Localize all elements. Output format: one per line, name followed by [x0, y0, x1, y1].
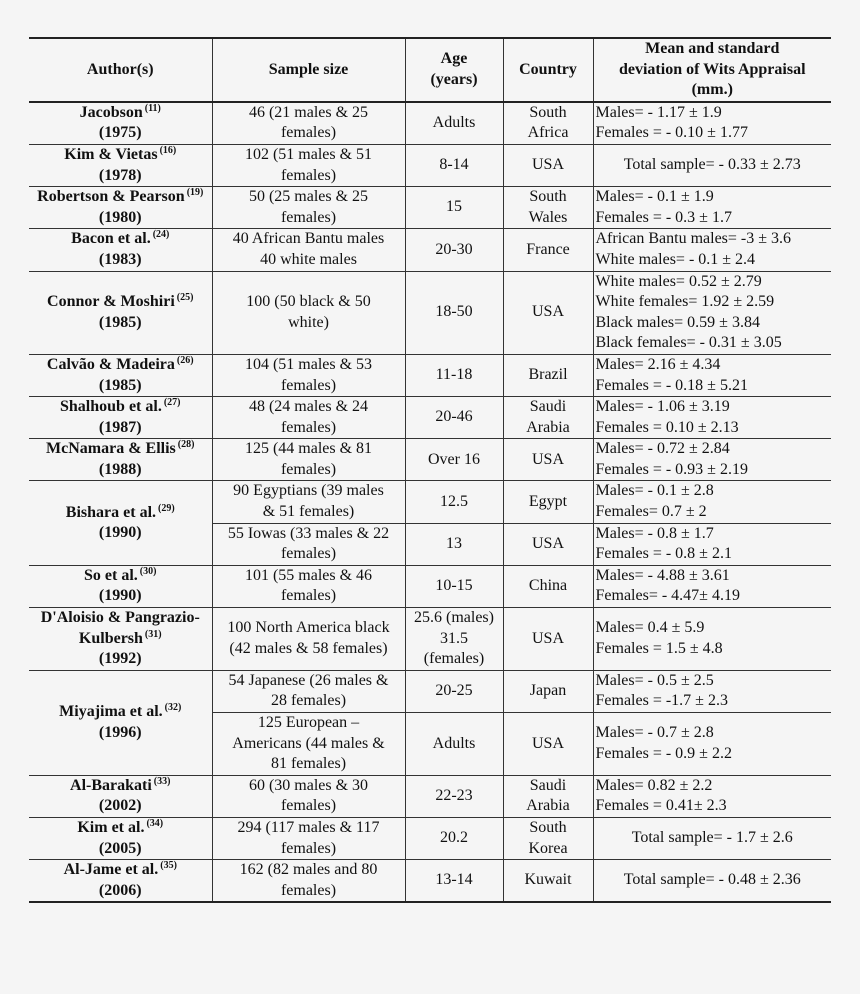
- country-cell: [503, 229, 593, 271]
- wits-value-cell-line: White females= 1.92 ± 2.59: [595, 293, 775, 311]
- sample-size-cell-line: females): [280, 208, 337, 226]
- study-year: (1990): [98, 587, 142, 605]
- wits-value-cell-line: Females = 0.10 ± 2.13: [595, 418, 739, 436]
- wits-value-cell: [593, 565, 831, 607]
- wits-value-cell: [593, 397, 831, 439]
- author-name: Calvão & Madeira: [46, 355, 175, 373]
- age-cell: [405, 102, 503, 145]
- study-year: (2006): [98, 881, 142, 899]
- country-cell: [503, 187, 593, 229]
- sample-size-cell-line: 40 African Bantu males: [232, 230, 385, 248]
- header-author: Author(s): [29, 38, 212, 102]
- age-cell-line: Over 16: [428, 450, 480, 468]
- wits-value-cell: [593, 817, 831, 859]
- country-cell: [503, 775, 593, 817]
- wits-value-cell: [593, 187, 831, 229]
- sample-size-cell-line: females): [280, 124, 337, 142]
- sample-size-cell-line: 90 Egyptians (39 males: [233, 482, 384, 500]
- country-cell-line: Egypt: [528, 492, 568, 510]
- wits-value-cell-line: Females= - 4.47± 4.19: [595, 587, 740, 605]
- table-row: [29, 102, 831, 145]
- country-cell-line: Brazil: [528, 366, 568, 384]
- author-name: Kulbersh: [78, 629, 143, 647]
- author-name: Shalhoub et al.: [60, 398, 162, 416]
- author-cell: [29, 608, 212, 671]
- reference-number: (27): [163, 397, 181, 409]
- wits-value-cell: [593, 523, 831, 565]
- country-cell-line: South: [529, 188, 567, 206]
- country-cell-line: France: [526, 240, 570, 258]
- wits-value-cell-line: Total sample= - 0.33 ± 2.73: [623, 156, 801, 174]
- age-cell-line: 20.2: [440, 829, 468, 847]
- table-row: [29, 670, 831, 712]
- sample-size-cell-line: & 51 females): [262, 503, 355, 521]
- author-cell: [29, 229, 212, 271]
- sample-size-cell: [212, 670, 405, 712]
- study-year: (1988): [98, 460, 142, 478]
- country-cell-line: USA: [531, 734, 564, 752]
- sample-size-cell-line: 101 (55 males & 46: [244, 566, 373, 584]
- study-year: (1975): [98, 124, 142, 142]
- country-cell: [503, 271, 593, 354]
- table-row: [29, 860, 831, 903]
- sample-size-cell-line: white): [288, 313, 329, 331]
- reference-number: (24): [152, 229, 170, 241]
- wits-value-cell-line: Total sample= - 0.48 ± 2.36: [623, 871, 801, 889]
- sample-size-cell-line: 125 European –: [257, 714, 360, 731]
- study-year: (1980): [98, 208, 142, 226]
- table-row: [29, 608, 831, 671]
- author-cell: [29, 481, 212, 565]
- wits-value-cell-line: Males= - 0.1 ± 1.9: [595, 188, 714, 206]
- sample-size-cell-line: 162 (82 males and 80: [239, 861, 378, 879]
- age-cell: [405, 523, 503, 565]
- author-name: Kim & Vietas: [64, 145, 158, 163]
- age-cell: [405, 354, 503, 396]
- author-cell: [29, 144, 212, 186]
- sample-size-cell-line: females): [280, 376, 337, 394]
- sample-size-cell: [212, 565, 405, 607]
- age-cell: [405, 860, 503, 903]
- sample-size-cell: [212, 608, 405, 671]
- sample-size-cell: [212, 397, 405, 439]
- author-cell: [29, 187, 212, 229]
- country-cell-line: USA: [531, 303, 564, 321]
- age-cell-line: (females): [423, 650, 485, 668]
- age-cell-line: 25.6 (males): [414, 609, 494, 627]
- sample-size-cell: [212, 354, 405, 396]
- wits-value-cell-line: Females = - 0.18 ± 5.21: [595, 376, 748, 394]
- sample-size-cell-line: females): [280, 418, 337, 436]
- age-cell-line: 10-15: [435, 577, 473, 595]
- header-country: Country: [503, 38, 593, 102]
- age-cell-line: 31.5: [440, 629, 468, 647]
- age-cell-line: 20-30: [435, 240, 473, 258]
- study-year: (2002): [98, 797, 142, 815]
- age-cell: [405, 229, 503, 271]
- author-name: Miyajima et al.: [59, 703, 163, 721]
- sample-size-cell-line: females): [280, 797, 337, 815]
- study-year: (1983): [98, 250, 142, 268]
- sample-size-cell: [212, 144, 405, 186]
- wits-value-cell-line: Total sample= - 1.7 ± 2.6: [631, 829, 793, 847]
- sample-size-cell: [212, 439, 405, 481]
- wits-value-cell-line: Black females= - 0.31 ± 3.05: [595, 334, 782, 352]
- country-cell-line: Arabia: [526, 797, 570, 815]
- reference-number: (26): [176, 354, 194, 366]
- study-year: (1996): [98, 723, 142, 741]
- author-name: Al-Jame et al.: [63, 861, 159, 879]
- table-row: [29, 229, 831, 271]
- wits-value-cell-line: African Bantu males= -3 ± 3.6: [595, 230, 792, 248]
- wits-value-cell-line: Males= 0.4 ± 5.9: [595, 619, 705, 637]
- table-row: [29, 397, 831, 439]
- sample-size-cell: [212, 102, 405, 145]
- sample-size-cell-line: 125 (44 males & 81: [244, 440, 373, 458]
- age-cell: [405, 439, 503, 481]
- country-cell-line: Saudi: [529, 776, 567, 794]
- wits-value-cell: [593, 670, 831, 712]
- wits-value-cell-line: Females = - 0.3 ± 1.7: [595, 208, 732, 226]
- wits-value-cell: [593, 481, 831, 523]
- country-cell-line: South: [529, 103, 567, 121]
- wits-value-cell: [593, 775, 831, 817]
- table-row: [29, 271, 831, 354]
- sample-size-cell-line: 46 (21 males & 25: [248, 103, 369, 121]
- country-cell-line: Kuwait: [524, 871, 572, 889]
- age-cell: [405, 144, 503, 186]
- sample-size-cell-line: females): [280, 587, 337, 605]
- author-name: Jacobson: [79, 103, 143, 121]
- reference-number: (33): [153, 775, 171, 787]
- country-cell: [503, 523, 593, 565]
- sample-size-cell-line: females): [280, 839, 337, 857]
- wits-appraisal-table: [29, 37, 831, 903]
- wits-value-cell-line: White males= 0.52 ± 2.79: [595, 272, 762, 290]
- study-year: (1990): [98, 524, 142, 542]
- wits-value-cell-line: Males= 0.82 ± 2.2: [595, 776, 713, 794]
- sample-size-cell-line: 48 (24 males & 24: [248, 398, 369, 416]
- study-year: (1987): [98, 418, 142, 436]
- age-cell: [405, 608, 503, 671]
- country-cell: [503, 670, 593, 712]
- study-year: (2005): [98, 839, 142, 857]
- country-cell-line: USA: [531, 156, 564, 174]
- sample-size-cell-line: females): [280, 166, 337, 184]
- wits-value-cell: [593, 860, 831, 903]
- country-cell-line: USA: [531, 629, 564, 647]
- wits-value-cell: [593, 439, 831, 481]
- sample-size-cell: [212, 713, 405, 776]
- sample-size-cell-line: (42 males & 58 females): [229, 639, 388, 657]
- wits-value-cell-line: Females = 1.5 ± 4.8: [595, 639, 723, 657]
- age-cell-line: 18-50: [435, 303, 473, 321]
- age-cell-line: 8-14: [439, 156, 469, 174]
- author-name: So et al.: [84, 566, 138, 584]
- wits-value-cell-line: Males= - 0.5 ± 2.5: [595, 671, 714, 689]
- country-cell: [503, 144, 593, 186]
- country-cell-line: USA: [531, 534, 564, 552]
- author-cell: [29, 354, 212, 396]
- author-name: Kim et al.: [77, 818, 145, 836]
- sample-size-cell: [212, 229, 405, 271]
- study-year: (1978): [98, 166, 142, 184]
- country-cell-line: South: [529, 818, 567, 836]
- country-cell: [503, 713, 593, 776]
- header-age: Age (years): [405, 38, 503, 102]
- sample-size-cell: [212, 271, 405, 354]
- study-year: (1985): [98, 313, 142, 331]
- sample-size-cell-line: females): [280, 881, 337, 899]
- age-cell-line: 11-18: [435, 366, 473, 384]
- age-cell-line: 20-25: [435, 682, 473, 700]
- country-cell: [503, 439, 593, 481]
- sample-size-cell-line: 81 females): [270, 755, 347, 773]
- age-cell-line: Adults: [432, 114, 476, 132]
- wits-value-cell-line: Males= - 4.88 ± 3.61: [595, 566, 730, 584]
- country-cell: [503, 102, 593, 145]
- reference-number: (35): [160, 860, 177, 872]
- sample-size-cell-line: 100 North America black: [227, 619, 390, 637]
- wits-value-cell-line: Females = - 0.9 ± 2.2: [595, 744, 732, 762]
- country-cell: [503, 817, 593, 859]
- sample-size-cell-line: 54 Japanese (26 males &: [228, 671, 389, 689]
- author-cell: [29, 817, 212, 859]
- author-name: Robertson & Pearson: [37, 188, 185, 206]
- reference-number: (28): [177, 439, 195, 451]
- age-cell-line: 13-14: [435, 871, 473, 889]
- reference-number: (16): [159, 144, 177, 156]
- table-row: [29, 354, 831, 396]
- country-cell: [503, 608, 593, 671]
- sample-size-cell-line: 102 (51 males & 51: [244, 145, 373, 163]
- reference-number: (11): [144, 102, 161, 114]
- author-name: Bacon et al.: [71, 230, 151, 248]
- author-cell: [29, 670, 212, 775]
- wits-value-cell-line: Males= - 0.7 ± 2.8: [595, 724, 714, 742]
- sample-size-cell: [212, 817, 405, 859]
- wits-value-cell: [593, 608, 831, 671]
- study-year: (1985): [98, 376, 142, 394]
- age-cell: [405, 271, 503, 354]
- author-cell: [29, 439, 212, 481]
- sample-size-cell-line: 104 (51 males & 53: [244, 355, 373, 373]
- reference-number: (30): [139, 565, 157, 577]
- wits-value-cell-line: Females = 0.41± 2.3: [595, 797, 727, 815]
- sample-size-cell: [212, 775, 405, 817]
- age-cell: [405, 481, 503, 523]
- table-row: [29, 775, 831, 817]
- sample-size-cell: [212, 187, 405, 229]
- wits-value-cell-line: Females= 0.7 ± 2: [595, 503, 707, 521]
- sample-size-cell: [212, 860, 405, 903]
- country-cell: [503, 565, 593, 607]
- wits-value-cell-line: Males= - 1.17 ± 1.9: [595, 103, 722, 121]
- age-cell: [405, 817, 503, 859]
- wits-value-cell: [593, 354, 831, 396]
- wits-value-cell: [593, 102, 831, 145]
- country-cell: [503, 860, 593, 903]
- age-cell-line: 13: [446, 534, 462, 552]
- age-cell-line: 22-23: [435, 787, 473, 805]
- country-cell-line: Africa: [527, 124, 569, 142]
- sample-size-cell-line: females): [280, 460, 337, 478]
- country-cell-line: Saudi: [529, 398, 567, 416]
- country-cell: [503, 354, 593, 396]
- author-cell: [29, 271, 212, 354]
- age-cell-line: 15: [446, 198, 462, 216]
- header-sample-size: Sample size: [212, 38, 405, 102]
- reference-number: (32): [164, 702, 182, 714]
- age-cell-line: 20-46: [435, 408, 473, 426]
- country-cell-line: China: [528, 577, 568, 595]
- country-cell-line: Japan: [529, 682, 567, 700]
- sample-size-cell-line: 28 females): [270, 692, 347, 710]
- wits-value-cell-line: Males= 2.16 ± 4.34: [595, 355, 721, 373]
- sample-size-cell-line: 40 white males: [260, 250, 357, 268]
- author-name: McNamara & Ellis: [46, 440, 176, 458]
- wits-value-cell: [593, 713, 831, 776]
- sample-size-cell: [212, 481, 405, 523]
- wits-value-cell: [593, 144, 831, 186]
- reference-number: (34): [146, 817, 164, 829]
- table-row: [29, 439, 831, 481]
- wits-value-cell-line: Females = - 0.93 ± 2.19: [595, 460, 748, 478]
- age-cell: [405, 397, 503, 439]
- wits-value-cell-line: Females = - 0.10 ± 1.77: [595, 124, 748, 142]
- author-cell: [29, 775, 212, 817]
- study-year: (1992): [98, 650, 142, 668]
- table-row: [29, 187, 831, 229]
- table-row: [29, 565, 831, 607]
- country-cell-line: Wales: [528, 208, 568, 226]
- wits-value-cell-line: Males= - 0.1 ± 2.8: [595, 482, 714, 500]
- author-cell: [29, 860, 212, 903]
- author-cell: [29, 565, 212, 607]
- age-cell: [405, 775, 503, 817]
- sample-size-cell-line: 55 Iowas (33 males & 22: [227, 524, 390, 542]
- sample-size-cell-line: 50 (25 males & 25: [248, 188, 369, 206]
- sample-size-cell-line: 60 (30 males & 30: [248, 776, 369, 794]
- author-name: Al-Barakati: [70, 776, 152, 794]
- reference-number: (19): [186, 187, 204, 199]
- sample-size-cell: [212, 523, 405, 565]
- age-cell: [405, 713, 503, 776]
- author-cell: [29, 397, 212, 439]
- author-cell: [29, 102, 212, 145]
- author-name: D'Aloisio & Pangrazio-: [40, 609, 200, 627]
- country-cell-line: USA: [531, 450, 564, 468]
- age-cell-line: 12.5: [440, 492, 468, 510]
- wits-value-cell-line: Males= - 0.72 ± 2.84: [595, 440, 730, 458]
- sample-size-cell-line: females): [280, 545, 337, 563]
- author-name: Connor & Moshiri: [47, 293, 175, 311]
- country-cell: [503, 481, 593, 523]
- wits-appraisal-table-container: [29, 37, 831, 903]
- age-cell: [405, 670, 503, 712]
- table-row: [29, 481, 831, 523]
- wits-value-cell-line: Males= - 1.06 ± 3.19: [595, 398, 730, 416]
- table-row: [29, 144, 831, 186]
- reference-number: (31): [144, 628, 162, 640]
- wits-value-cell-line: Black males= 0.59 ± 3.84: [595, 313, 760, 331]
- age-cell: [405, 565, 503, 607]
- sample-size-cell-line: Americans (44 males &: [232, 734, 385, 752]
- age-cell: [405, 187, 503, 229]
- sample-size-cell-line: 100 (50 black & 50: [246, 293, 371, 311]
- wits-value-cell-line: Females = - 0.8 ± 2.1: [595, 545, 732, 563]
- wits-value-cell: [593, 271, 831, 354]
- country-cell: [503, 397, 593, 439]
- wits-value-cell: [593, 229, 831, 271]
- country-cell-line: Korea: [528, 839, 568, 857]
- country-cell-line: Arabia: [526, 418, 570, 436]
- reference-number: (29): [158, 502, 175, 514]
- reference-number: (25): [176, 292, 194, 304]
- age-cell-line: Adults: [432, 734, 476, 752]
- wits-value-cell-line: Females = -1.7 ± 2.3: [595, 692, 728, 710]
- wits-value-cell-line: White males= - 0.1 ± 2.4: [595, 250, 756, 268]
- table-row: [29, 817, 831, 859]
- header-row: [29, 38, 831, 102]
- header-wits: Mean and standard deviation of Wits Appraisal (mm.): [593, 38, 831, 102]
- wits-value-cell-line: Males= - 0.8 ± 1.7: [595, 524, 714, 542]
- sample-size-cell-line: 294 (117 males & 117: [237, 818, 380, 836]
- author-name: Bishara et al.: [65, 503, 157, 521]
